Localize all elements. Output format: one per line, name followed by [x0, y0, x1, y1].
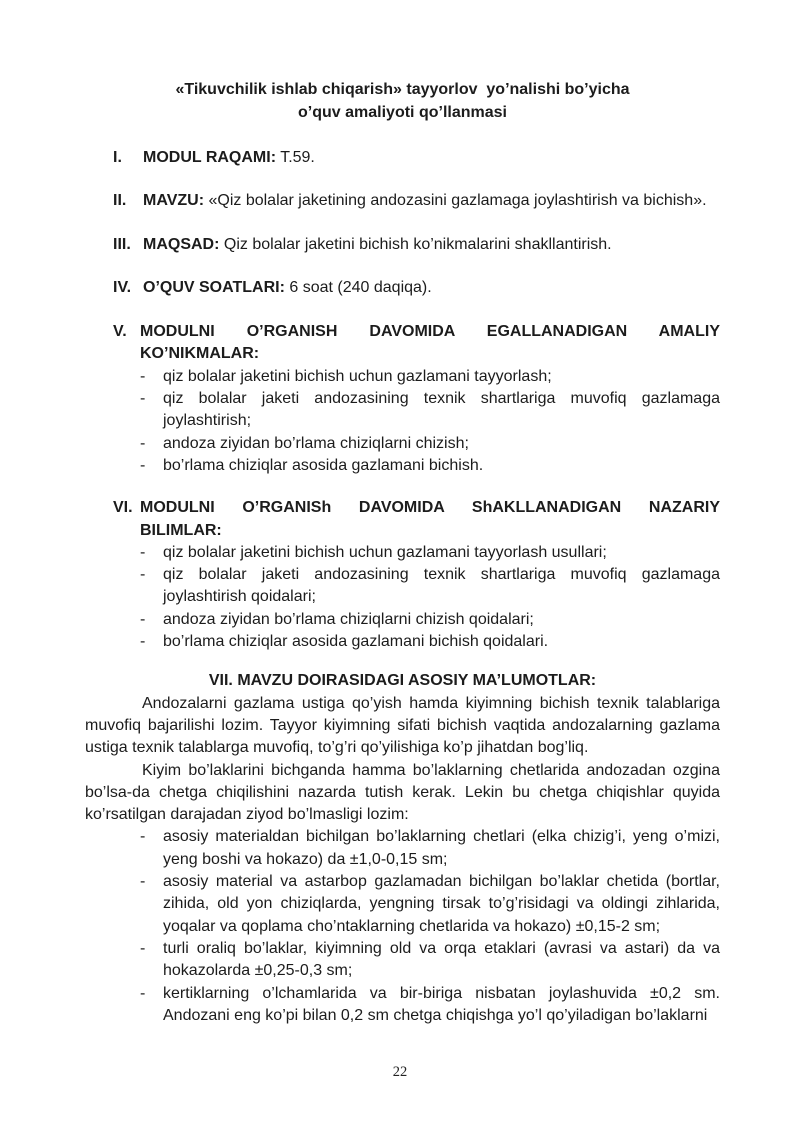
list-item-text: qiz bolalar jaketi andozasining texnik shartlariga muvofiq gazlamaga joylashtirish qoidalari;: [163, 566, 720, 606]
section-text: [143, 147, 720, 169]
list-item: [140, 871, 720, 938]
section-text: [143, 190, 720, 212]
section-number: VI.: [113, 499, 133, 517]
list-item-text: turli oraliq bo’laklar, kiyimning old va orqa etaklari (avrasi va astari) da va hokazolarda ±0,25-0,3 sm;: [163, 939, 720, 980]
heading-line1: MODULNI O’RGANISH DAVOMIDA EGALLANADIGAN AMALIY: [140, 323, 720, 341]
list-item: [140, 631, 720, 653]
section-vii-heading: VII. MAVZU DOIRASIDAGI ASOSIY MA’LUMOTLAR:: [208, 672, 597, 690]
section-number: IV.: [113, 278, 132, 296]
heading-line2: KO’NIKMALAR:: [140, 345, 260, 363]
bullet-dash: -: [140, 543, 146, 561]
doc-title: [85, 78, 720, 124]
section-text: [143, 234, 720, 256]
list-item: [140, 609, 720, 631]
section-value: 6 soat (240 daqiqa).: [289, 278, 432, 296]
bullet-dash: -: [140, 610, 146, 628]
doc-title-line1: «Tikuvchilik ishlab chiqarish» tayyorlov yo’nalishi bo’yicha: [175, 81, 630, 98]
list-item-text: andoza ziyidan bo’rlama chiziqlarni chizish;: [163, 434, 469, 452]
bullet-dash: -: [140, 456, 146, 474]
list-item: [140, 433, 720, 455]
section-mavzu: [113, 190, 720, 212]
bullet-dash: -: [140, 984, 146, 1002]
section-vii-list: [140, 826, 720, 1027]
section-vii-paragraph-2: Kiyim bo’laklarini bichganda hamma bo’laklarning chetlarida andozadan ozgina bo’lsa-da chetga chiqilishini nazarda tutish kerak. Lekin bu chetga chiqishlar quyida ko’rsatilgan darajadan ziyod bo’lmasligi lozim:: [85, 761, 720, 824]
bullet-dash: -: [140, 566, 146, 584]
list-item: [140, 938, 720, 983]
bullet-dash: -: [140, 434, 146, 452]
section-label: MODUL RAQAMI:: [143, 149, 277, 166]
list-item-text: asosiy materialdan bichilgan bo’laklarning chetlari (elka chizig’i, yeng o’mizi, yeng boshi va hokazo) da ±1,0-0,15 sm;: [163, 828, 720, 868]
section-modul-raqami: [113, 147, 720, 169]
section-value: Qiz bolalar jaketini bichish ko’nikmalarini shakllantirish.: [223, 235, 612, 253]
list-item: [140, 388, 720, 433]
list-item-text: qiz bolalar jaketini bichish uchun gazlamani tayyorlash;: [163, 367, 552, 385]
heading-line1: MODULNI O’RGANISh DAVOMIDA ShAKLLANADIGAN NAZARIY: [140, 499, 720, 517]
section-value: «Qiz bolalar jaketining andozasini gazlamaga joylashtirish va bichish».: [208, 192, 707, 210]
section-heading-text: [140, 497, 720, 542]
list-item: [140, 455, 720, 477]
section-maqsad: [113, 234, 720, 256]
section-oquv-soatlari: [113, 277, 720, 299]
list-item: [140, 564, 720, 609]
bullet-dash: -: [140, 939, 146, 957]
section-number: I.: [113, 149, 122, 166]
bullet-dash: -: [140, 390, 146, 408]
list-item-text: asosiy material va astarbop gazlamadan bichilgan bo’laklar chetida (bortlar, zihida, old yon chiziqlarda, yengning tirsak to’g’risidagi va oldingi zihlarida, yoqalar va qoplama cho’ntaklarning chetlarida va hokazo) ±0,15-2 sm;: [163, 873, 720, 935]
page-number: 22: [392, 1063, 408, 1080]
list-item: [140, 983, 720, 1028]
section-number: III.: [113, 235, 131, 253]
list-item-text: bo’rlama chiziqlar asosida gazlamani bichish qoidalari.: [163, 633, 549, 651]
section-number: II.: [113, 192, 127, 210]
section-v-list: [140, 366, 720, 477]
section-label: O’QUV SOATLARI:: [143, 278, 285, 296]
list-item-text: qiz bolalar jaketini bichish uchun gazlamani tayyorlash usullari;: [163, 543, 607, 561]
bullet-dash: -: [140, 633, 146, 651]
list-item: [140, 366, 720, 388]
list-item-text: kertiklarning o’lchamlarida va bir-biriga nisbatan joylashuvida ±0,2 sm. Andozani eng ko’pi bilan 0,2 sm chetga chiqishga yo’l qo’yiladigan bo’laklarni: [163, 984, 720, 1024]
section-vi-list: [140, 542, 720, 653]
bullet-dash: -: [140, 873, 146, 891]
section-label: MAVZU:: [143, 192, 205, 210]
section-vii-paragraph-1: Andozalarni gazlama ustiga qo’yish hamda kiyimning bichish texnik talablariga muvofiq bajarilishi lozim. Tayyor kiyimning sifati bichish vaqtida andozalarning gazlama ustiga texnik talablarga muvofiq, to’g’ri qo’yilishiga ko’p jihatdan bog’liq.: [85, 694, 720, 757]
section-heading-text: [140, 321, 720, 366]
bullet-dash: -: [140, 367, 146, 385]
section-text: [143, 277, 720, 299]
list-item-text: bo’rlama chiziqlar asosida gazlamani bichish.: [163, 456, 484, 474]
section-number: V.: [113, 323, 127, 341]
list-item-text: qiz bolalar jaketi andozasining texnik shartlariga muvofiq gazlamaga joylashtirish;: [163, 390, 720, 430]
bullet-dash: -: [140, 828, 146, 846]
section-v-heading: [113, 321, 720, 366]
list-item: [140, 826, 720, 871]
section-vi-heading: [113, 497, 720, 542]
list-item: [140, 542, 720, 564]
section-value: T.59.: [280, 149, 315, 166]
doc-title-line2: o’quv amaliyoti qo’llanmasi: [298, 104, 507, 121]
section-label: MAQSAD:: [143, 235, 220, 253]
heading-line2: BILIMLAR:: [140, 521, 222, 539]
list-item-text: andoza ziyidan bo’rlama chiziqlarni chizish qoidalari;: [163, 610, 534, 628]
